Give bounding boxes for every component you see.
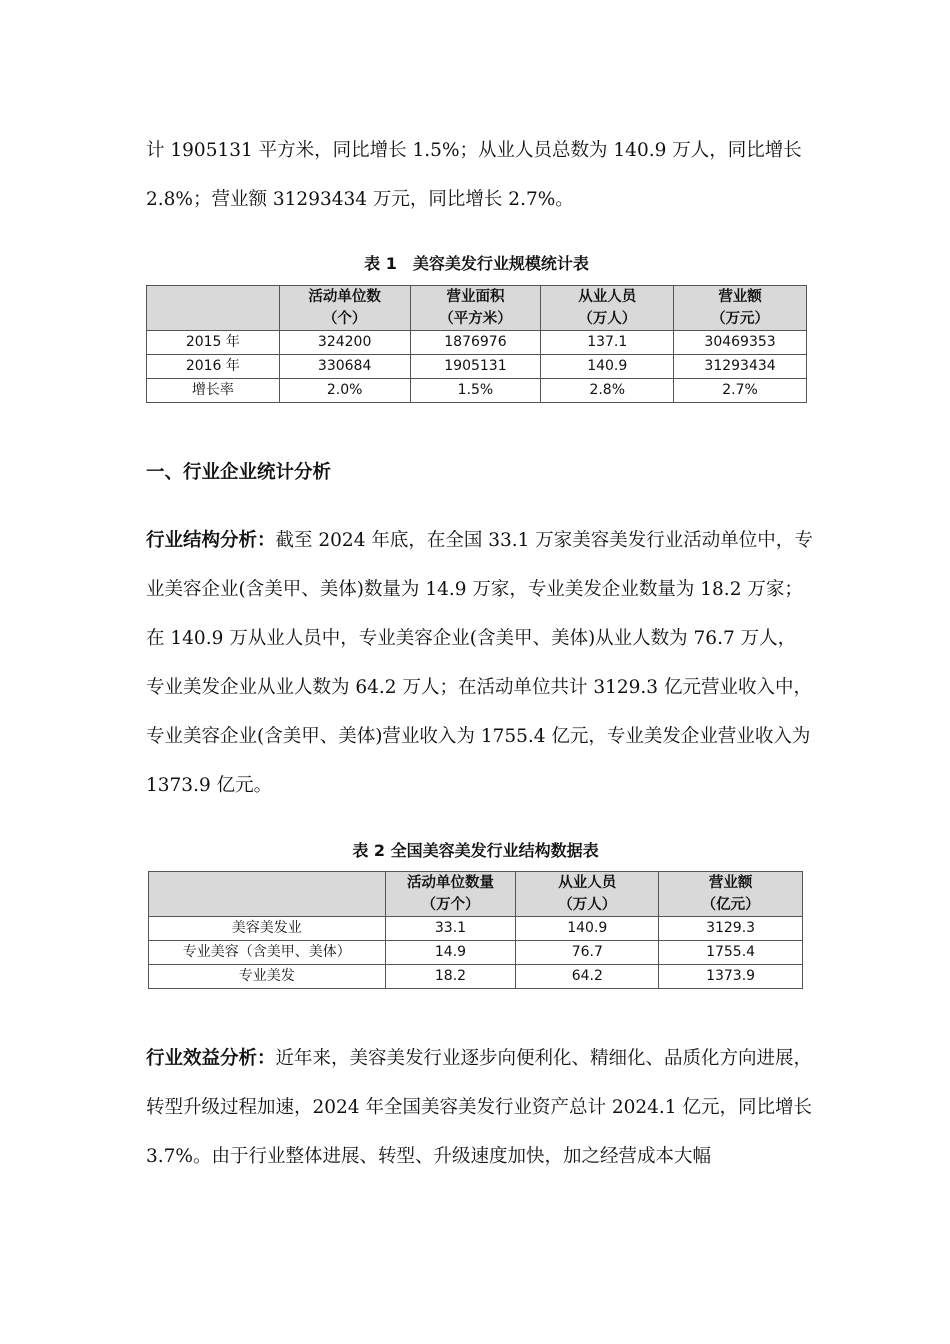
structure-text: 截至 2024 年底，在全国 33.1 万家美容美发行业活动单位中，专业美容企业(含美甲、美体)数量为 14.9 万家，专业美发企业数量为 18.2 万家；在 140.9 万从业人员中，专业美容企业(含美甲、美体)从业人数为 76.7 万人，专业美发企业从业人数为 64.2 万人；在活动单位共计 3129.3 亿元营业收入中，专业美容企业(含美甲、美体)营业收入为 1755.4 亿元，专业美发企业营业收入为 1373.9 亿元。: [146, 530, 813, 796]
table-row: [149, 917, 803, 941]
table-cell: 2.7%: [674, 379, 807, 403]
table-cell: 64.2: [516, 965, 659, 989]
table-header-cell: 活动单位数量 （万个）: [385, 872, 516, 917]
table-cell: 324200: [279, 331, 410, 355]
table-cell: 专业美容（含美甲、美体）: [149, 941, 386, 965]
table-cell: 美容美发业: [149, 917, 386, 941]
table-cell: 137.1: [541, 331, 674, 355]
table-header-cell: [147, 286, 280, 331]
industry-scale-table: [146, 285, 807, 403]
table-header-cell: 活动单位数 （个）: [279, 286, 410, 331]
intro-paragraph: [146, 126, 814, 224]
table-row: [147, 355, 807, 379]
structure-lead: 行业结构分析：: [146, 530, 276, 551]
intro-line-1: 计 1905131 平方米，同比增长 1.5%；从业人员总数为 140.9 万人，同比增长: [146, 140, 802, 161]
table-cell: 1373.9: [659, 965, 803, 989]
table-header-cell: 营业额 （亿元）: [659, 872, 803, 917]
table-cell: 2.0%: [279, 379, 410, 403]
table-header-cell: 营业额 （万元）: [674, 286, 807, 331]
intro-line-2: 2.8%；营业额 31293434 万元，同比增长 2.7%。: [146, 189, 574, 210]
section-heading: 一、行业企业统计分析: [146, 462, 332, 483]
table-row: [149, 965, 803, 989]
table-header-row: [149, 872, 803, 917]
table2-caption: 表 2 全国美容美发行业结构数据表: [352, 841, 599, 860]
table-cell: 18.2: [385, 965, 516, 989]
table-cell: 33.1: [385, 917, 516, 941]
table-cell: 3129.3: [659, 917, 803, 941]
table-header-row: [147, 286, 807, 331]
benefit-paragraph: [146, 1034, 814, 1181]
table-row: [147, 379, 807, 403]
table-cell: 30469353: [674, 331, 807, 355]
table-cell: 76.7: [516, 941, 659, 965]
table-header-cell: 营业面积 （平方米）: [410, 286, 541, 331]
industry-structure-table: [148, 871, 803, 989]
table-cell: 1876976: [410, 331, 541, 355]
table-cell: 31293434: [674, 355, 807, 379]
table-cell: 140.9: [516, 917, 659, 941]
table-row: [147, 331, 807, 355]
table-cell: 1905131: [410, 355, 541, 379]
table1-caption: 表 1 美容美发行业规模统计表: [364, 254, 589, 273]
table-cell: 2.8%: [541, 379, 674, 403]
table-cell: 140.9: [541, 355, 674, 379]
table-cell: 2016 年: [147, 355, 280, 379]
benefit-lead: 行业效益分析：: [146, 1048, 276, 1069]
structure-paragraph: [146, 516, 814, 810]
table-header-cell: 从业人员 （万人）: [541, 286, 674, 331]
table-cell: 专业美发: [149, 965, 386, 989]
table-header-cell: 从业人员 （万人）: [516, 872, 659, 917]
benefit-text: 近年来，美容美发行业逐步向便利化、精细化、品质化方向进展，转型升级过程加速，2024 年全国美容美发行业资产总计 2024.1 亿元，同比增长 3.7%。由于行业整体进展、转型、升级速度加快，加之经营成本大幅: [146, 1048, 813, 1167]
table-cell: 14.9: [385, 941, 516, 965]
table-header-cell: [149, 872, 386, 917]
table-cell: 2015 年: [147, 331, 280, 355]
table-row: [149, 941, 803, 965]
table-cell: 1755.4: [659, 941, 803, 965]
table-cell: 330684: [279, 355, 410, 379]
table-cell: 增长率: [147, 379, 280, 403]
table-cell: 1.5%: [410, 379, 541, 403]
